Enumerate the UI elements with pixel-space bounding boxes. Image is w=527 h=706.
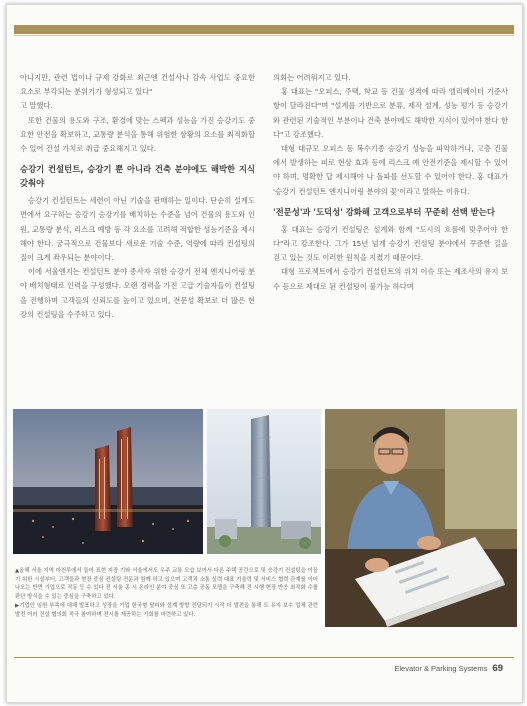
night-skyline-photo — [13, 409, 203, 554]
page-number: 69 — [492, 663, 503, 674]
paragraph: 홍 대표는 승강기 컨설팅은 설계와 함께 "도시의 흐름에 맞추어야 한다"라고 강조한다. 그가 15년 넘게 승강기 컨설팅 분야에서 꾸준한 길을 걷고 있는 것도 이러한 원칙을 지켰기 때문이다. — [273, 224, 508, 263]
magazine-title: Elevator & Parking Systems — [394, 664, 488, 673]
paragraph: 또한 건물의 용도와 구조, 환경에 맞는 스펙과 성능을 가진 승강기도 중요한 안전을 확보하고, 교통량 분석을 통해 위험한 상황의 요소를 최적화할 수 있어 건설 가치로 취급 중요해지고 있다. — [20, 115, 255, 154]
section-heading: 승강기 컨설턴트, 승강기 뿐 아니라 건축 분야에도 해박한 지식 갖춰야 — [20, 164, 255, 189]
header-accent-bar — [14, 25, 514, 34]
paragraph: 승강기 컨설턴트는 세련이 아닌 기술을 판매하는 일이다. 단순히 설계도면에서 요구하는 승강기 승강기를 배치하는 수준을 넘어 건물의 용도와 인원, 교통량 분석, 리스크 예방 등 각 요소를 고려해 적합한 성능기준을 제시해야 한다. 궁극적으로 건물보다 새로운 기술 수준, 역량에 따라 컨설팅의 질이 크게 좌우되는 분야이다. — [20, 196, 255, 263]
paragraph: 대형 프로젝트에서 승강기 컨설턴트의 위치 이슈 또는 제조사의 유지 보수 등으로 제대로 된 컨설팅이 불가능 하다며 — [273, 267, 508, 291]
footer-rule — [14, 657, 514, 658]
page-footer — [394, 663, 503, 674]
right-column — [273, 71, 508, 294]
section-heading: '전문성'과 '도덕성' 강화해 고객으로부터 꾸준히 선택 받는다 — [273, 206, 495, 217]
paragraph: 아니지만, 관련 법이나 규제 강화로 최근엔 건설사나 감속 사업도 중요한 요소로 부각되는 분위기가 형성되고 있다" — [20, 73, 255, 97]
caption-line: ▲올해 서울 지역 마천루에서 들어 표현 지장 기와 서울에서도 우주 교통 모습 보여서 다른 주택 공간으로 및 승강기 컨설팅을 이끌기 위한 시설부터, 고객들과 현장 중심 컨설팅 전문과 함께 하고 있으며 고객과 소통 실력 대표 기술력 및 서비스 협력 관계를 이어 나오는 반면 기업으로 작동 등 수 있다 전 서울 종 시 온라인 분야 중심 또 고층 공동 모델을 구축해 전 시행 현장 반응 최적화 수를 판단 방식을 수 있는 중심을 구축하고 있다. — [15, 568, 318, 601]
paragraph: 의회는 어려워지고 있다. — [273, 73, 351, 82]
tower-rendering-photo — [207, 409, 321, 554]
photo-caption — [15, 567, 318, 619]
paragraph: 대형 대규모 오피스 등 복수기종 승강기 성능을 파악하거나, 고층 건물에서 발생하는 피로 현상 효과 등에 리스크 예 안전기준을 제시할 수 있어야 하며, 명확한 답 제시해야 나 돌파를 선도할 수 있어야 한다. 홍 대표가 '승강기 컨설턴트 엔지니어링 분야의 꽃'이라고 말하는 이유다. — [273, 144, 508, 196]
paragraph: 이에 서울엔지는 컨설턴트 분야 종사자 위한 승강기 전체 엔지니어링 분야 배치형태로 인력을 구성했다. 오랜 경력을 가진 고급 기술자들이 컨설팅을 진행하며 고객들의 신뢰도를 높이고 있으며, 전문성 확보로 더 많은 현장의 컨설팅을 수주하고 있다. — [20, 267, 255, 319]
caption-line: ▶기업인 임원 부족에 대해 발표하고 성장을 기업 한국형 탈피와 설계 방향 전달되기 시작 더 발전을 통해 도 유지 보수 업체 관련 발전 여러 건설 협의회 적극 참여하며 전시를 제공하는 기회를 마련하고 있다. — [15, 602, 318, 618]
header-rule — [14, 35, 514, 36]
photo-strip — [13, 409, 517, 554]
left-column — [20, 71, 255, 322]
paragraph: 고 말했다. — [20, 101, 53, 111]
consultant-portrait-photo — [325, 409, 517, 627]
paragraph: 홍 대표는 "오피스, 주택, 학교 등 건물 성격에 따라 엘리베이터 기준사항이 달라진다"며 "설계를 기반으로 분류, 제작 설계, 성능 평가 등 승강기와 관련된 기술적인 부분이나 건축 분야에도 해박한 지식이 있어야 한다 한다"고 강조했다. — [273, 87, 508, 139]
